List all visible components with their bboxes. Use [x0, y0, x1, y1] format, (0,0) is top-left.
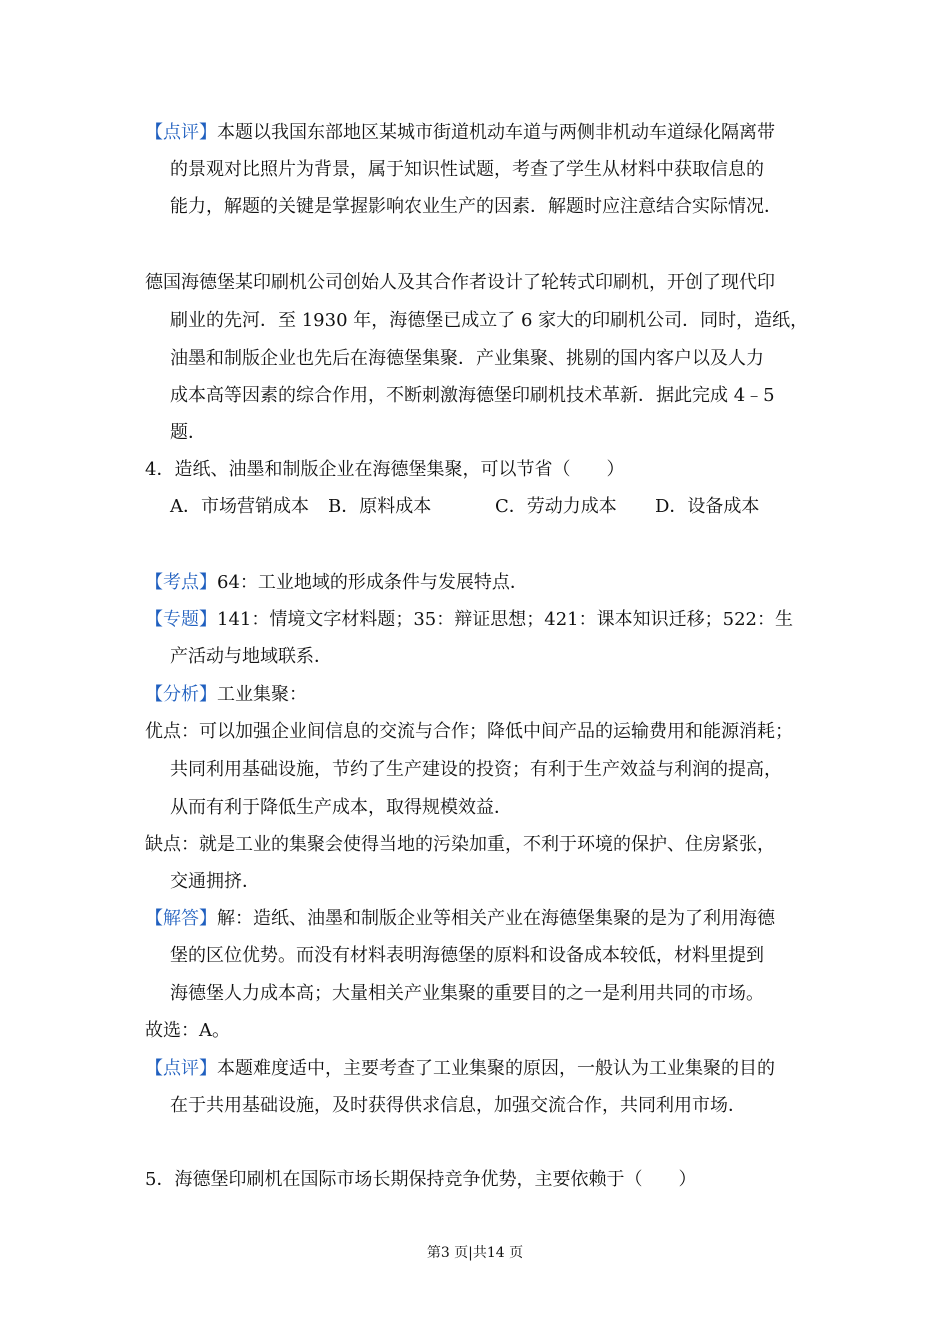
zhuanti-tag: 【专题】 [145, 609, 217, 630]
disadvantages-line-2: 交通拥挤． [170, 871, 260, 892]
kaodian-text: 64：工业地域的形成条件与发展特点． [217, 572, 528, 593]
jieda-line-1 [145, 907, 775, 931]
advantages-line-2: 共同利用基础设施，节约了生产建设的投资；有利于生产效益与利润的提高， [170, 759, 782, 780]
disadvantages-line-1: 缺点：就是工业的集聚会使得当地的污染加重，不利于环境的保护、住房紧张， [145, 834, 775, 855]
comment1-text: 本题以我国东部地区某城市街道机动车道与两侧非机动车道绿化隔离带 [217, 122, 775, 143]
page-footer: 第3 页|共14 页 [426, 1245, 524, 1261]
jieda-line-2: 堡的区位优势。而没有材料表明海德堡的原料和设备成本较低，材料里提到 [170, 945, 764, 966]
comment1-line-2: 的景观对比照片为背景，属于知识性试题，考查了学生从材料中获取信息的 [170, 159, 764, 180]
question5-stem: 5．海德堡印刷机在国际市场长期保持竞争优势，主要依赖于（ ） [145, 1169, 697, 1190]
advantages-line-3: 从而有利于降低生产成本，取得规模效益． [170, 797, 512, 818]
passage-line-2: 刷业的先河．至 1930 年，海德堡已成立了 6 家大的印刷机公司．同时，造纸， [170, 310, 809, 331]
kaodian-tag: 【考点】 [145, 572, 217, 593]
comment2-line-2: 在于共用基础设施，及时获得供求信息，加强交流合作，共同利用市场． [170, 1095, 746, 1116]
zhuanti-line-2: 产活动与地域联系． [170, 646, 332, 667]
advantages-line-1: 优点：可以加强企业间信息的交流与合作；降低中间产品的运输费用和能源消耗； [145, 721, 793, 742]
comment2-line-1 [145, 1057, 775, 1081]
option-d: D．设备成本 [655, 496, 760, 517]
comment1-line-1 [145, 121, 775, 145]
comment1-line-3: 能力，解题的关键是掌握影响农业生产的因素．解题时应注意结合实际情况． [170, 196, 782, 217]
question4-stem: 4．造纸、油墨和制版企业在海德堡集聚，可以节省（ ） [145, 459, 625, 480]
passage-line-5: 题． [170, 422, 206, 443]
fenxi-text: 工业集聚： [217, 684, 307, 705]
option-b: B．原料成本 [328, 496, 432, 517]
kaodian-line [145, 571, 528, 595]
comment1-tag: 【点评】 [145, 122, 217, 143]
comment2-text: 本题难度适中，主要考查了工业集聚的原因，一般认为工业集聚的目的 [217, 1058, 775, 1079]
comment2-tag: 【点评】 [145, 1058, 217, 1079]
option-c: C．劳动力成本 [495, 496, 617, 517]
question4-options [170, 495, 810, 519]
zhuanti-text: 141：情境文字材料题；35：辩证思想；421：课本知识迁移；522：生 [217, 609, 793, 630]
passage-line-1: 德国海德堡某印刷机公司创始人及其合作者设计了轮转式印刷机，开创了现代印 [145, 272, 775, 293]
passage-line-4: 成本高等因素的综合作用，不断刺激海德堡印刷机技术革新．据此完成 4﹣5 [170, 385, 775, 406]
fenxi-line [145, 683, 307, 707]
fenxi-tag: 【分析】 [145, 684, 217, 705]
jieda-line-3: 海德堡人力成本高；大量相关产业集聚的重要目的之一是利用共同的市场。 [170, 983, 764, 1004]
jieda-tag: 【解答】 [145, 908, 217, 929]
zhuanti-line-1 [145, 608, 793, 632]
answer-line: 故选：A。 [145, 1020, 230, 1041]
option-a: A．市场营销成本 [170, 496, 309, 517]
passage-line-3: 油墨和制版企业也先后在海德堡集聚．产业集聚、挑剔的国内客户以及人力 [170, 348, 764, 369]
jieda-text: 解：造纸、油墨和制版企业等相关产业在海德堡集聚的是为了利用海德 [217, 908, 775, 929]
